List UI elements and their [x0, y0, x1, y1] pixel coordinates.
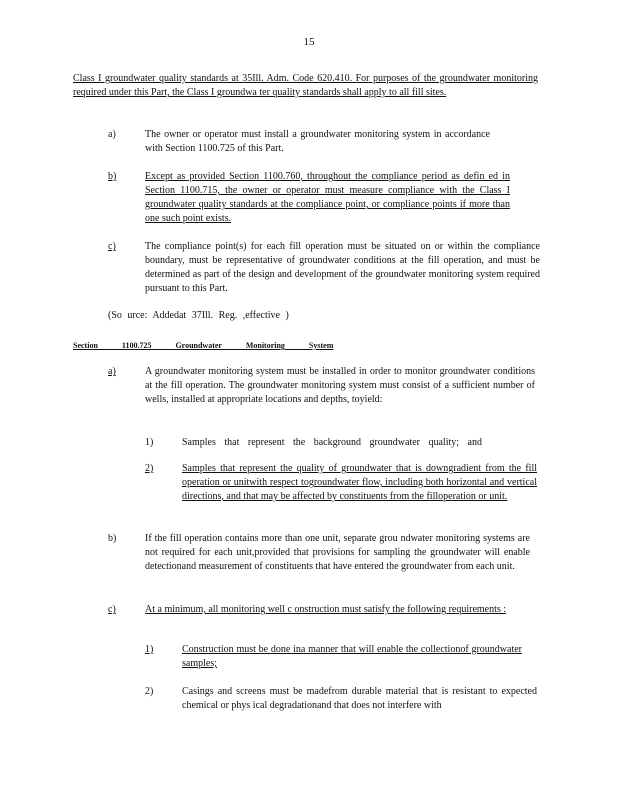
item-label: 2) — [145, 686, 154, 697]
item-b-text: If the fill operation contains more than one unit, separate grou ndwater monitoring systems are not required for each unit,provided that provisions for sampling the groundwater will enable detectionand measurement of constituents that have entered the groundwater from each unit. — [145, 533, 530, 572]
page-number: 15 — [303, 36, 315, 48]
item-label: a) — [108, 129, 116, 140]
item-label: c) — [108, 604, 116, 615]
item-label: b) — [108, 171, 117, 182]
item-label: 1) — [145, 644, 154, 655]
item-label: 2) — [145, 463, 154, 474]
item-c-text: The compliance point(s) for each fill operation must be situated on or within the compliance boundary, must be representative of groundwater conditions at the fill operation, and must be determined as part of the design and development of the groundwater monitoring system required pursuant to this Part. — [145, 241, 540, 294]
section-heading: Section 1100.725 Groundwater Monitoring System — [73, 341, 334, 350]
item-label: c) — [108, 241, 116, 252]
source-note: (So urce: Addedat 37Ill. Reg. ,effective ) — [108, 310, 289, 321]
item-b-text: Except as provided Section 1100.760, throughout the compliance period as defin ed in Section 1100.715, the owner or operator must measure compliance with the Class I groundwater quality standards at the compliance point, or compliance points if more than one such point exists. — [145, 171, 510, 224]
item-label: a) — [108, 366, 116, 377]
item-label: 1) — [145, 437, 154, 448]
item-2-text: Casings and screens must be madefrom durable material that is resistant to expected chemical or phys ical degradationand that does not interfere with — [182, 686, 537, 711]
item-a-text: The owner or operator must install a groundwater monitoring system in accordance with Section 1100.725 of this Part. — [145, 129, 490, 154]
item-1-text: Construction must be done ina manner that will enable the collectionof groundwater samples; — [182, 644, 522, 669]
intro-paragraph: Class I groundwater quality standards at 35Ill. Adm. Code 620.410. For purposes of the groundwater monitoring required under this Part, the Class I groundwa ter quality standards shall apply to all fill sites. — [73, 73, 538, 98]
item-2-text: Samples that represent the quality of groundwater that is downgradient from the fill operation or unitwith respect togroundwater flow, including both horizontal and vertical directions, and that may be affected by constituents from the filloperation or unit. — [182, 463, 537, 502]
item-a-text: A groundwater monitoring system must be installed in order to monitor groundwater conditions at the fill operation. The groundwater monitoring system must consist of a sufficient number of wells, installed at appropriate locations and depths, toyield: — [145, 366, 535, 405]
item-label: b) — [108, 533, 117, 544]
item-c-text: At a minimum, all monitoring well c onstruction must satisfy the following requirements : — [145, 604, 507, 615]
item-1-text: Samples that represent the background groundwater quality; and — [182, 437, 482, 448]
